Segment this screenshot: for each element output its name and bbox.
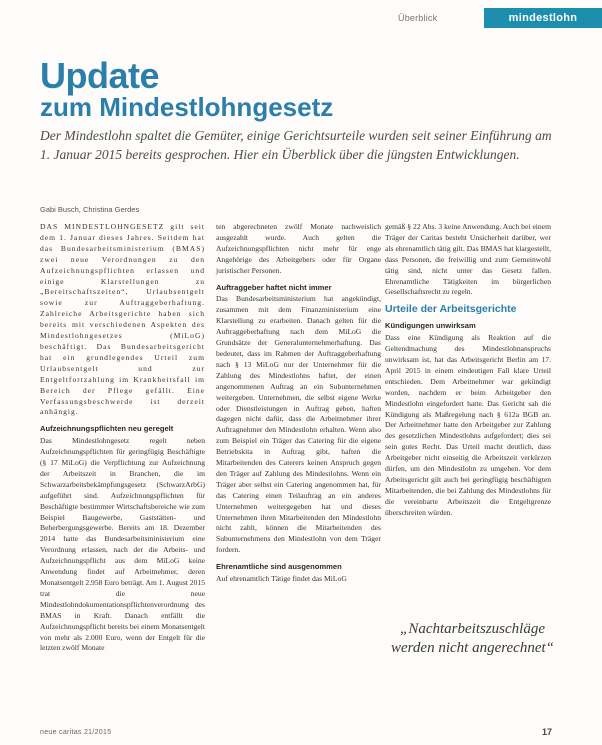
subheading-auftraggeber: Auftraggeber haftet nicht immer (216, 282, 332, 292)
paragraph: gemäß § 22 Abs. 3 keine Anwendung. Auch bei einem Träger der Caritas besteht Unsicherheit darüber, wer als ehrenamtlich tätig gilt. Das BMAS hat klargestellt, dass Personen, die freiwillig und zum Gemeinwohl tätig sind, nicht unter das Gesetz fallen. Ehrenamtliche Tätigkeiten im bürgerlichen Gesellschaftsrecht zu regeln. (385, 222, 551, 297)
section-heading-urteile: Urteile der Arbeitsgerichte (385, 303, 517, 316)
paragraph: Das Bundesarbeitsministerium hat angekündigt, zusammen mit dem Finanzministerium eine Klarstellung zu erarbeiten. Danach gelten für die Auftraggeberhaftung nach dem MiLoG die Grundsätze der Generalunternehmerhaftung. Das bedeutet, dass im Rahmen der Auftraggeberhaftung nach § 13 MiLoG nur der Unternehmer für die Zahlung des Mindestlohns haftet, der einen angenommenen Auftrag an ein Subunternehmen weitergeben. Unternehmen, die selbst eigene Werke oder Dienstleistungen in Auftrag geben, haften dagegen nicht dafür, dass die Arbeitnehmer ihrer Auftragnehmer den Mindestlohn erhalten. Wenn also zum Beispiel ein Träger das Catering für die eigene Betriebskita in Auftrag gibt, haften die Mitarbeitenden des Caterers keinen Anspruch gegen den Träger auf Zahlung des Mindestlohns. Wenn ein Träger aber selbst ein Catering angenommen hat, für das Catering einen Teilauftrag an ein anderes Unternehmen weitergegeben hat und dieses Unternehmen ihren Mitarbeitenden den Mindestlohn nicht zahlt, können die Mitarbeitenden des Subunternehmens den Mindestlohn von dem Träger fordern. (216, 294, 381, 555)
paragraph: Das Mindestlohngesetz regelt neben Aufzeichnungspflichten für geringfügig Beschäftigte (§ 17 MiLoG) die Verpflichtung zur Aufzeichnung der Arbeitszeit in Branchen, die im Schwarzarbeitsbekämpfungsgesetz (SchwarzArbG) aufgeführt sind. Aufzeichnungspflichten für Beschäftigte bestimmter Wirtschaftsbereiche wie zum Beispiel Baugewerbe, Gaststätten- und Beherbergungsgewerbe. Bereits am 18. Dezember 2014 hatte das Bundesarbeitsministerium eine Verordnung erlassen, nach der die Arbeits- und Aufzeichnungspflicht aus dem MiLoG keine Anwendung findet auf Arbeitnehmer, deren Monatsentgelt 2.958 Euro beträgt. Am 1. August 2015 trat die neue Mindestlohndokumentationspflichtenverordnung des BMAS in Kraft. Danach entfällt die Aufzeichnungspflicht bereits bei einem Monatsentgelt von mehr als 2.000 Euro, wenn der Entgelt für die letzten zwölf Monate (40, 436, 205, 653)
pull-quote-line-1: „Nachtarbeitszuschläge (400, 621, 545, 637)
intro-paragraph: DAS MINDESTLOHNGESETZ gilt seit dem 1. Januar dieses Jahres. Seitdem hat das Bundesarbeitsministerium (BMAS) zwei neue Verordnungen zu den Aufzeichnungspflichten erlassen und einige Klarstellungen zu „Bereitschaftszeiten“, Urlaubsentgelt sowie zur Auftraggeberhaftung. Zahlreiche Arbeitsgerichte haben sich bereits mit verschiedenen Aspekten des Mindestlohngesetzes (MiLoG) beschäftigt. Das Bundesarbeitsgericht hat ein grundlegendes Urteil zum Urlaubsentgelt und zur Entgeltfortzahlung im Krankheitsfall im Bereich der Pflege gefällt. Eine Verfassungsbeschwerde ist derzeit anhängig. (40, 222, 205, 417)
headline-line-1: Update (40, 55, 160, 96)
subheading-ehrenamtliche: Ehrenamtliche sind ausgenommen (216, 562, 342, 572)
page-number: 17 (541, 727, 552, 737)
pull-quote (385, 620, 560, 658)
pull-quote-line-2: werden nicht angerechnet“ (390, 640, 554, 656)
paragraph: Dass eine Kündigung als Reaktion auf die Geltendmachung des Mindestlohnanspruchs unwirksam ist, hat das Arbeitsgericht Berlin am 17. April 2015 in einem eindeutigen Fall klare Urteil entschieden. Dem Arbeitnehmer war gekündigt worden, nachdem er beim Arbeitgeber den Mindestlohn eingefordert hatte. Das Gericht sah die Kündigung als Maßregelung nach § 612a BGB an. Der Arbeitnehmer hatte den Arbeitgeber zur Zahlung des gesetzlichen Mindestlohns aufgefordert; dies sei sein gutes Recht. Das Urteil macht deutlich, dass Arbeitgeber nicht einseitig die Arbeitszeit verkürzen dürfen, um den Mindestlohn zu umgehen. Vor dem Arbeitsgericht gilt auch bei geringfügig beschäftigten Mitarbeitenden, die bei Zahlung des Mindestlohns für die vereinbarte Arbeitszeit die Entgeltgrenze überschreiten würden. (385, 333, 551, 517)
column-2 (216, 222, 381, 587)
lead-paragraph: Der Mindestlohn spaltet die Gemüter, einige Gerichtsurteile wurden seit seiner Einführung am 1. Januar 2015 bereits gesprochen. Hier ein Überblick über die jüngsten Entwicklungen. (40, 128, 552, 162)
subheading-kuendigungen: Kündigungen unwirksam (385, 321, 476, 331)
subheading-aufzeichnungspflichten: Aufzeichnungspflichten neu geregelt (40, 424, 174, 434)
paragraph: ten abgerechneten zwölf Monate nachweislich ausgezahlt wurde. Auch gelten die Aufzeichnungspflichten nicht mehr für enge Angehörige des Arbeitgebers oder für Organe juristischer Personen. (216, 222, 381, 275)
column-1 (40, 222, 205, 656)
authors: Gabi Busch, Christina Gerdes (40, 205, 140, 214)
header-tag: mindestlohn (484, 8, 602, 28)
page-header (380, 8, 602, 28)
header-section: Überblick (398, 13, 438, 23)
headline-line-2: zum Mindestlohngesetz (40, 92, 334, 122)
footer-publication: neue caritas 21/2015 (40, 729, 112, 736)
column-3 (385, 222, 551, 521)
paragraph: Auf ehrenamtlich Tätige findet das MiLoG (216, 574, 347, 584)
